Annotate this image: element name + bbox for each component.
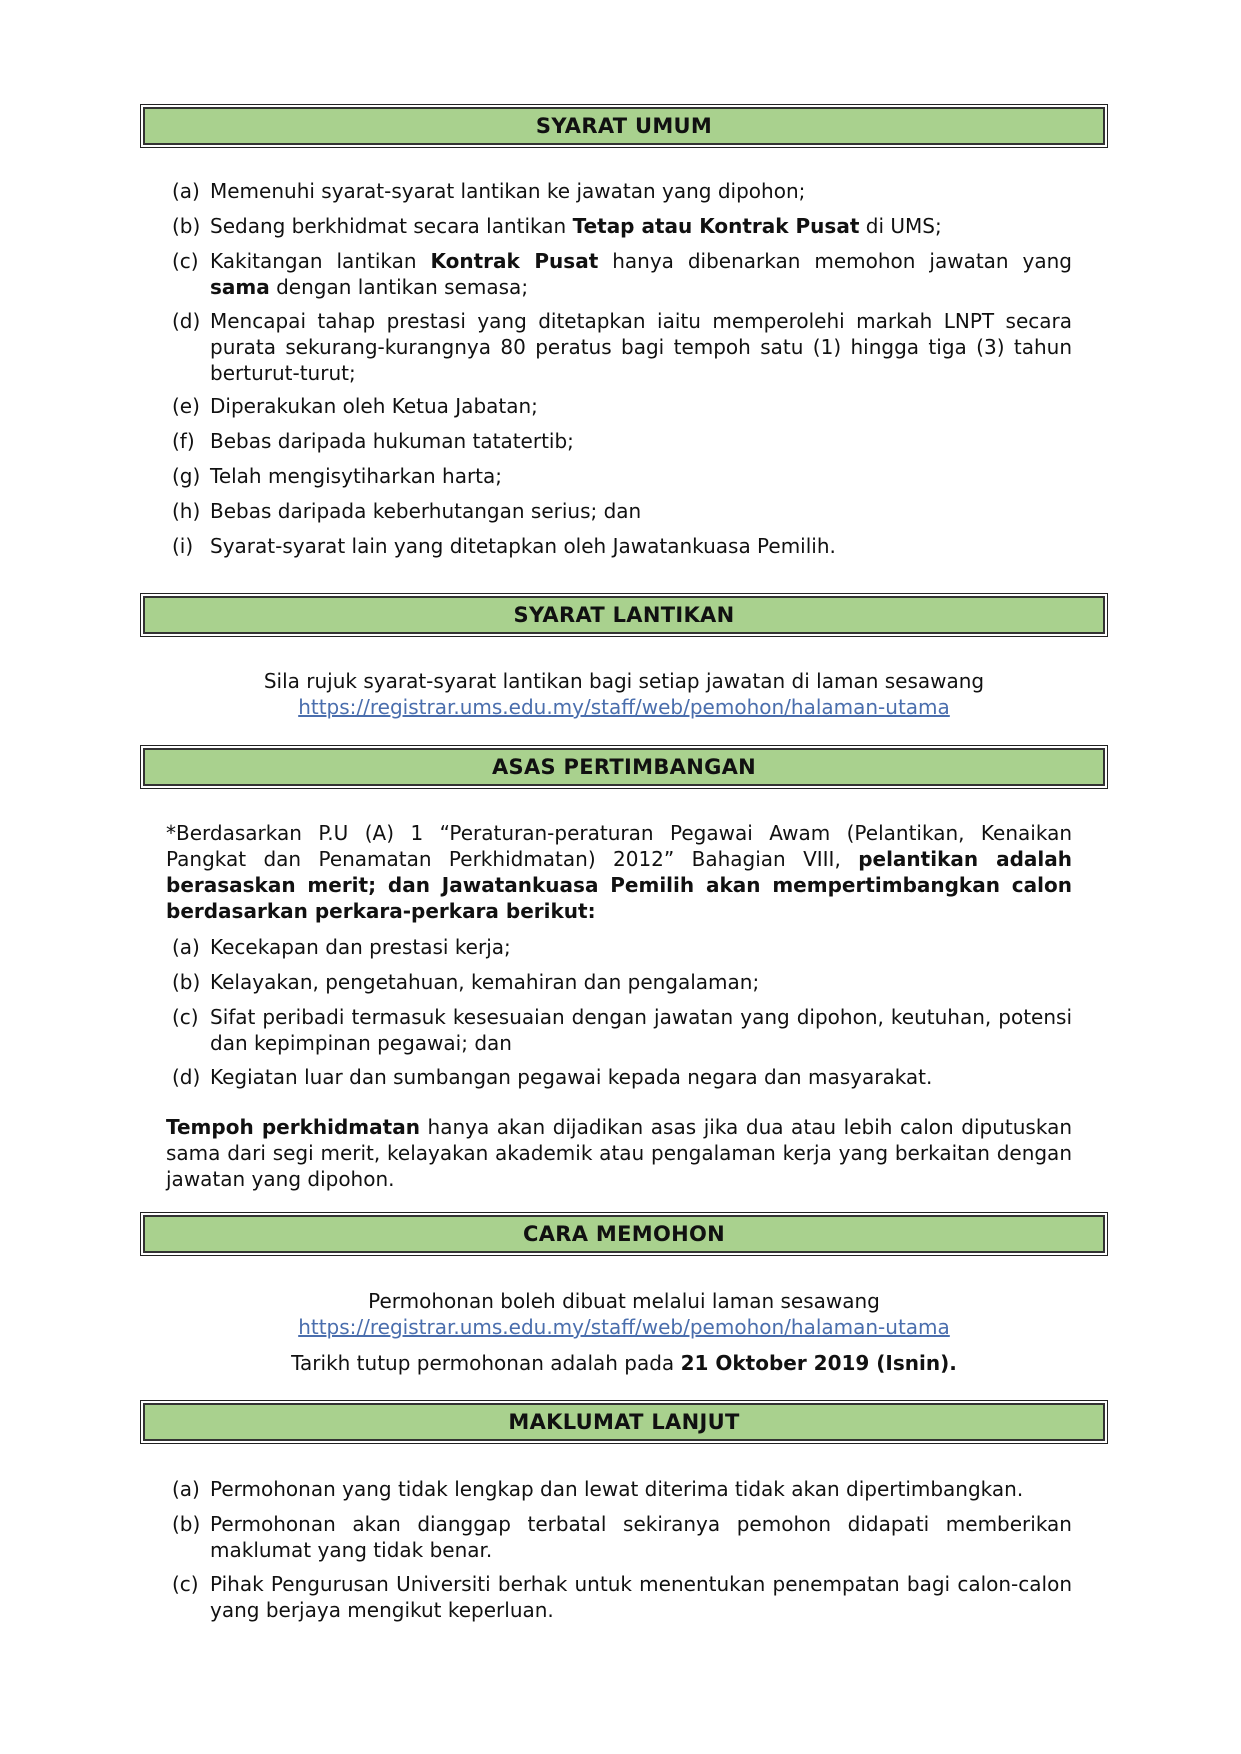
list-item: (b) Kelayakan, pengetahuan, kemahiran dan pengalaman; <box>172 970 760 994</box>
section-title: SYARAT LANTIKAN <box>143 596 1105 634</box>
list-item: (a) Kecekapan dan prestasi kerja; <box>172 935 511 959</box>
section-title: CARA MEMOHON <box>143 1215 1105 1253</box>
list-item: (b) Permohonan akan dianggap terbatal sekiranya pemohon didapati memberikan maklumat yang tidak benar. <box>172 1512 1072 1562</box>
list-item: (e) Diperakukan oleh Ketua Jabatan; <box>172 394 538 418</box>
list-item: (c) Pihak Pengurusan Universiti berhak untuk menentukan penempatan bagi calon-calon yang berjaya mengikut keperluan. <box>172 1572 1072 1622</box>
section-title: MAKLUMAT LANJUT <box>143 1403 1105 1441</box>
section-title: ASAS PERTIMBANGAN <box>143 748 1105 786</box>
section-header-asas-pertimbangan <box>140 745 1108 789</box>
section-title: SYARAT UMUM <box>143 107 1105 145</box>
tempoh-note-paragraph: Tempoh perkhidmatan hanya akan dijadikan asas jika dua atau lebih calon diputuskan sama dari segi merit, kelayakan akademik atau pengalaman kerja yang berkaitan dengan jawatan yang dipohon. <box>166 1115 1073 1191</box>
list-item: (i) Syarat-syarat lain yang ditetapkan oleh Jawatankuasa Pemilih. <box>172 534 836 558</box>
deadline-text: Tarikh tutup permohonan adalah pada 21 Oktober 2019 (Isnin). <box>291 1351 957 1375</box>
section-header-syarat-lantikan <box>140 593 1108 637</box>
section-header-maklumat-lanjut <box>140 1400 1108 1444</box>
syarat-lantikan-text: Sila rujuk syarat-syarat lantikan bagi setiap jawatan di laman sesawang https://registrar.ums.edu.my/staff/web/pemohon/halaman-utama <box>263 669 985 719</box>
list-item: (b) Sedang berkhidmat secara lantikan Tetap atau Kontrak Pusat di UMS; <box>172 214 942 238</box>
section-header-cara-memohon <box>140 1212 1108 1256</box>
list-item: (c) Sifat peribadi termasuk kesesuaian dengan jawatan yang dipohon, keutuhan, potensi dan kepimpinan pegawai; dan <box>172 1005 1072 1055</box>
registrar-link[interactable]: https://registrar.ums.edu.my/staff/web/pemohon/halaman-utama <box>298 695 950 719</box>
list-item: (f) Bebas daripada hukuman tatatertib; <box>172 429 574 453</box>
cara-memohon-text: Permohonan boleh dibuat melalui laman sesawang https://registrar.ums.edu.my/staff/web/pemohon/halaman-utama Tarikh tutup permohonan adalah pada 21 Oktober 2019 (Isnin). <box>140 1288 1108 1376</box>
asas-intro-paragraph: *Berdasarkan P.U (A) 1 “Peraturan-peraturan Pegawai Awam (Pelantikan, Kenaikan Pangkat dan Penamatan Perkhidmatan) 2012” Bahagian VIII, pelantikan adalah berasaskan merit; dan Jawatankuasa Pemilih akan mempertimbangkan calon berdasarkan perkara-perkara berikut: <box>166 821 1072 923</box>
list-item: (g) Telah mengisytiharkan harta; <box>172 464 503 488</box>
list-item: (c) Kakitangan lantikan Kontrak Pusat hanya dibenarkan memohon jawatan yang sama dengan lantikan semasa; <box>172 249 1073 299</box>
list-item: (h) Bebas daripada keberhutangan serius; dan <box>172 499 642 523</box>
list-item: (d) Mencapai tahap prestasi yang ditetapkan iaitu memperolehi markah LNPT secara purata sekurang-kurangnya 80 peratus bagi tempoh satu (1) hingga tiga (3) tahun berturut-turut; <box>172 309 1072 385</box>
section-header-syarat-umum <box>140 104 1108 148</box>
registrar-link[interactable]: https://registrar.ums.edu.my/staff/web/pemohon/halaman-utama <box>298 1315 950 1339</box>
list-item: (a) Permohonan yang tidak lengkap dan lewat diterima tidak akan dipertimbangkan. <box>172 1477 1024 1501</box>
list-item: (a) Memenuhi syarat-syarat lantikan ke jawatan yang dipohon; <box>172 179 806 203</box>
list-item: (d) Kegiatan luar dan sumbangan pegawai kepada negara dan masyarakat. <box>172 1065 933 1089</box>
